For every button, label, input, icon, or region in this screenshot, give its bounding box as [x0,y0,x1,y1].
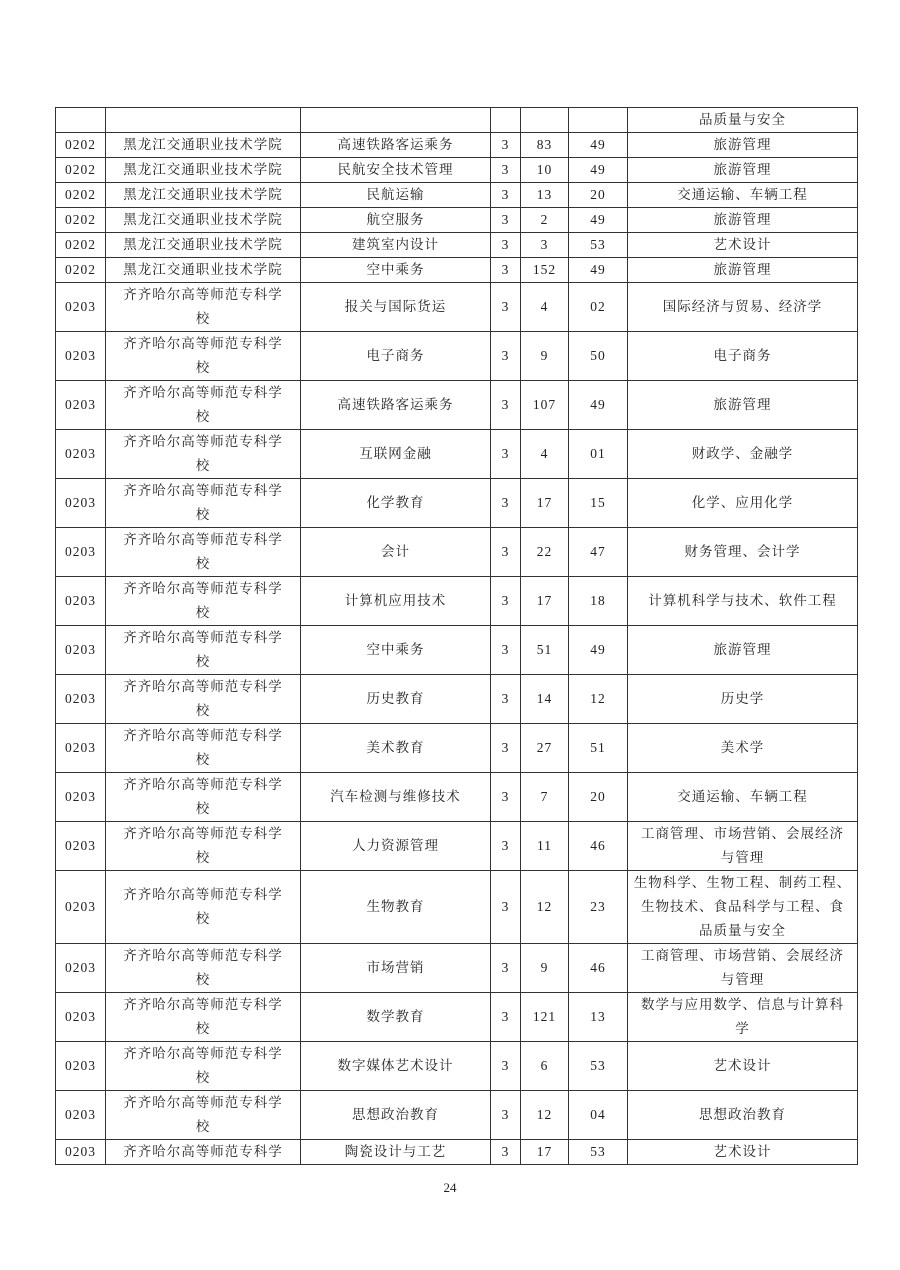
cell-n1 [491,108,521,133]
cell-related: 旅游管理 [628,258,858,283]
cell-code: 0203 [56,724,106,773]
cell-code: 0202 [56,183,106,208]
cell-n3 [569,108,628,133]
cell-code: 0202 [56,208,106,233]
cell-school: 齐齐哈尔高等师范专科学 校 [106,724,301,773]
cell-major: 民航安全技术管理 [301,158,491,183]
cell-code: 0203 [56,381,106,430]
cell-n3: 02 [569,283,628,332]
table-row [56,183,858,208]
cell-school: 齐齐哈尔高等师范专科学 校 [106,577,301,626]
cell-code: 0202 [56,258,106,283]
cell-code: 0203 [56,822,106,871]
table-row [56,430,858,479]
cell-n2: 4 [521,430,569,479]
table-row [56,133,858,158]
cell-n3: 46 [569,944,628,993]
cell-n1: 3 [491,430,521,479]
cell-n2: 107 [521,381,569,430]
cell-n3: 20 [569,773,628,822]
cell-n3: 15 [569,479,628,528]
cell-n2: 10 [521,158,569,183]
cell-related: 美术学 [628,724,858,773]
cell-code: 0203 [56,944,106,993]
cell-school: 黑龙江交通职业技术学院 [106,158,301,183]
cell-major: 电子商务 [301,332,491,381]
cell-school: 齐齐哈尔高等师范专科学 校 [106,332,301,381]
cell-code: 0203 [56,993,106,1042]
cell-code: 0202 [56,133,106,158]
cell-n2: 22 [521,528,569,577]
cell-major: 高速铁路客运乘务 [301,133,491,158]
cell-major: 历史教育 [301,675,491,724]
cell-major: 数字媒体艺术设计 [301,1042,491,1091]
cell-n1: 3 [491,183,521,208]
cell-n2: 2 [521,208,569,233]
cell-n2: 17 [521,577,569,626]
cell-n1: 3 [491,233,521,258]
cell-school: 齐齐哈尔高等师范专科学 校 [106,944,301,993]
cell-code: 0203 [56,1091,106,1140]
cell-related: 艺术设计 [628,1042,858,1091]
cell-n1: 3 [491,871,521,944]
cell-code: 0202 [56,233,106,258]
admission-table [55,107,858,1165]
cell-n1: 3 [491,577,521,626]
cell-n3: 47 [569,528,628,577]
cell-code: 0203 [56,626,106,675]
cell-n2: 83 [521,133,569,158]
cell-n3: 53 [569,233,628,258]
cell-n1: 3 [491,133,521,158]
table-row [56,626,858,675]
cell-related: 计算机科学与技术、软件工程 [628,577,858,626]
cell-n1: 3 [491,626,521,675]
cell-major: 空中乘务 [301,626,491,675]
cell-n1: 3 [491,381,521,430]
cell-major: 人力资源管理 [301,822,491,871]
cell-related: 国际经济与贸易、经济学 [628,283,858,332]
cell-school: 齐齐哈尔高等师范专科学 校 [106,528,301,577]
cell-n2: 14 [521,675,569,724]
cell-n1: 3 [491,1091,521,1140]
cell-related: 品质量与安全 [628,108,858,133]
cell-code: 0203 [56,1042,106,1091]
table-row [56,1091,858,1140]
cell-related: 财务管理、会计学 [628,528,858,577]
cell-school: 黑龙江交通职业技术学院 [106,133,301,158]
table-row [56,332,858,381]
cell-n2: 12 [521,1091,569,1140]
cell-n1: 3 [491,528,521,577]
cell-school: 齐齐哈尔高等师范专科学 校 [106,822,301,871]
cell-major: 高速铁路客运乘务 [301,381,491,430]
cell-code: 0203 [56,528,106,577]
cell-related: 艺术设计 [628,233,858,258]
cell-school: 黑龙江交通职业技术学院 [106,208,301,233]
cell-n2 [521,108,569,133]
cell-major: 汽车检测与维修技术 [301,773,491,822]
cell-n2: 9 [521,332,569,381]
cell-major: 报关与国际货运 [301,283,491,332]
cell-n3: 53 [569,1042,628,1091]
table-row [56,675,858,724]
cell-related: 艺术设计 [628,1140,858,1165]
cell-n3: 49 [569,381,628,430]
cell-n2: 9 [521,944,569,993]
cell-n3: 46 [569,822,628,871]
cell-n3: 23 [569,871,628,944]
cell-school: 齐齐哈尔高等师范专科学 校 [106,993,301,1042]
cell-n2: 7 [521,773,569,822]
cell-related: 化学、应用化学 [628,479,858,528]
cell-n3: 50 [569,332,628,381]
cell-school: 黑龙江交通职业技术学院 [106,258,301,283]
cell-related: 历史学 [628,675,858,724]
table-row [56,258,858,283]
cell-related: 交通运输、车辆工程 [628,183,858,208]
table-row [56,233,858,258]
cell-major: 会计 [301,528,491,577]
cell-major: 思想政治教育 [301,1091,491,1140]
cell-major: 生物教育 [301,871,491,944]
cell-n2: 13 [521,183,569,208]
cell-related: 旅游管理 [628,381,858,430]
cell-code: 0203 [56,1140,106,1165]
cell-major: 民航运输 [301,183,491,208]
cell-related: 交通运输、车辆工程 [628,773,858,822]
cell-code: 0203 [56,283,106,332]
cell-n2: 3 [521,233,569,258]
cell-n3: 49 [569,208,628,233]
cell-school: 齐齐哈尔高等师范专科学 校 [106,626,301,675]
cell-code: 0203 [56,430,106,479]
cell-related: 思想政治教育 [628,1091,858,1140]
cell-major: 美术教育 [301,724,491,773]
cell-school: 齐齐哈尔高等师范专科学 [106,1140,301,1165]
table-row [56,773,858,822]
cell-school: 齐齐哈尔高等师范专科学 校 [106,871,301,944]
cell-n3: 49 [569,258,628,283]
cell-school: 黑龙江交通职业技术学院 [106,233,301,258]
cell-code: 0203 [56,332,106,381]
cell-school: 齐齐哈尔高等师范专科学 校 [106,479,301,528]
cell-n1: 3 [491,283,521,332]
cell-n2: 152 [521,258,569,283]
cell-n1: 3 [491,158,521,183]
cell-major: 空中乘务 [301,258,491,283]
cell-n2: 17 [521,1140,569,1165]
cell-code: 0203 [56,871,106,944]
cell-major: 航空服务 [301,208,491,233]
cell-school: 齐齐哈尔高等师范专科学 校 [106,1042,301,1091]
table-body [56,108,858,1165]
cell-related: 旅游管理 [628,626,858,675]
cell-major: 互联网金融 [301,430,491,479]
table-row [56,479,858,528]
table-row [56,158,858,183]
cell-n3: 51 [569,724,628,773]
cell-related: 工商管理、市场营销、会展经济 与管理 [628,944,858,993]
cell-n3: 49 [569,626,628,675]
table-row [56,822,858,871]
cell-school: 齐齐哈尔高等师范专科学 校 [106,773,301,822]
table-row [56,944,858,993]
cell-n3: 53 [569,1140,628,1165]
page-number: 24 [443,1180,457,1195]
cell-n2: 121 [521,993,569,1042]
cell-n1: 3 [491,332,521,381]
cell-school: 齐齐哈尔高等师范专科学 校 [106,430,301,479]
cell-related: 数学与应用数学、信息与计算科 学 [628,993,858,1042]
cell-n2: 51 [521,626,569,675]
table-row [56,208,858,233]
cell-major: 建筑室内设计 [301,233,491,258]
cell-n1: 3 [491,675,521,724]
cell-related: 旅游管理 [628,208,858,233]
table-row [56,577,858,626]
cell-n3: 20 [569,183,628,208]
table-row [56,993,858,1042]
cell-n3: 49 [569,158,628,183]
cell-n1: 3 [491,479,521,528]
table-row [56,108,858,133]
cell-major: 数学教育 [301,993,491,1042]
cell-major: 化学教育 [301,479,491,528]
cell-n3: 49 [569,133,628,158]
cell-code: 0202 [56,158,106,183]
table-row [56,283,858,332]
cell-n1: 3 [491,1140,521,1165]
cell-n1: 3 [491,993,521,1042]
cell-related: 财政学、金融学 [628,430,858,479]
cell-code [56,108,106,133]
cell-n1: 3 [491,1042,521,1091]
cell-code: 0203 [56,479,106,528]
table-row [56,1140,858,1165]
cell-school: 齐齐哈尔高等师范专科学 校 [106,675,301,724]
table-row [56,871,858,944]
cell-n2: 11 [521,822,569,871]
cell-school: 黑龙江交通职业技术学院 [106,183,301,208]
cell-n3: 04 [569,1091,628,1140]
cell-n1: 3 [491,258,521,283]
cell-related: 生物科学、生物工程、制药工程、 生物技术、食品科学与工程、食 品质量与安全 [628,871,858,944]
cell-school [106,108,301,133]
cell-major: 陶瓷设计与工艺 [301,1140,491,1165]
cell-n2: 12 [521,871,569,944]
cell-related: 电子商务 [628,332,858,381]
cell-related: 旅游管理 [628,158,858,183]
cell-n3: 18 [569,577,628,626]
cell-major: 市场营销 [301,944,491,993]
cell-school: 齐齐哈尔高等师范专科学 校 [106,381,301,430]
cell-code: 0203 [56,675,106,724]
cell-school: 齐齐哈尔高等师范专科学 校 [106,1091,301,1140]
cell-major [301,108,491,133]
cell-n3: 01 [569,430,628,479]
table-row [56,528,858,577]
cell-n1: 3 [491,822,521,871]
table-row [56,1042,858,1091]
cell-n2: 4 [521,283,569,332]
table-row [56,381,858,430]
cell-n2: 27 [521,724,569,773]
cell-n1: 3 [491,208,521,233]
cell-code: 0203 [56,773,106,822]
cell-n2: 6 [521,1042,569,1091]
table-row [56,724,858,773]
cell-n1: 3 [491,773,521,822]
cell-n3: 13 [569,993,628,1042]
cell-related: 旅游管理 [628,133,858,158]
cell-n1: 3 [491,724,521,773]
cell-related: 工商管理、市场营销、会展经济 与管理 [628,822,858,871]
cell-n2: 17 [521,479,569,528]
cell-code: 0203 [56,577,106,626]
cell-school: 齐齐哈尔高等师范专科学 校 [106,283,301,332]
cell-major: 计算机应用技术 [301,577,491,626]
cell-n1: 3 [491,944,521,993]
cell-n3: 12 [569,675,628,724]
